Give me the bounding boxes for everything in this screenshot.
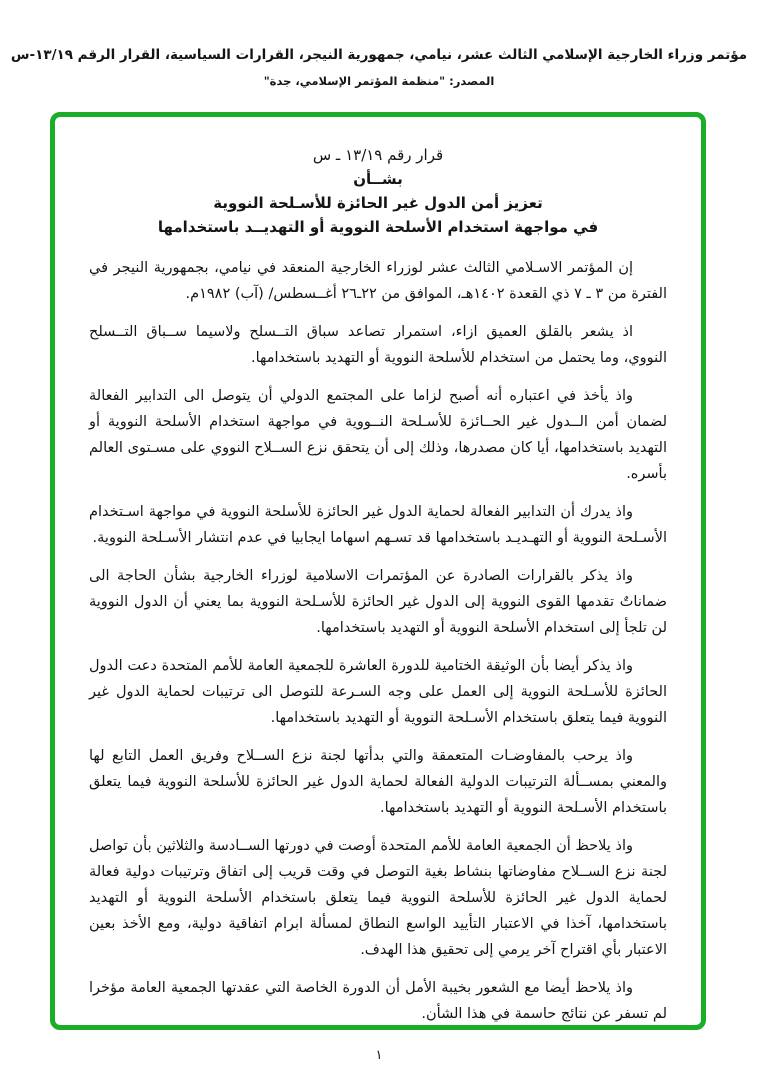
paragraph-recalling-resolutions: واذ يذكر بالقرارات الصادرة عن المؤتمرات الاسلامية لوزراء الخارجية بشأن الحاجة الى ضماناتٌ تقدمها القوى النووية إلى الدول غير الحائزة للأسـلحة النووية بما يعني أن الدول النووية لن تلجأ إلى استخدام الأسلحة النووية أو التهديد باستخدامها. [89, 568, 667, 636]
page-number: ١ [375, 1048, 383, 1063]
resolution-title-line-1: تعزيز أمن الدول غير الحائزة للأسـلحة النووية [213, 194, 543, 212]
paragraph-welcoming-negotiations: واذ يرحب بالمفاوضـات المتعمقة والتي بدأتها لجنة نزع الســلاح وفريق العمل التابع لها والمعني بمســألة الترتيبات الدولية الفعالة لحماية الدول غير الحائزة للأسلحة النووية فيما يتعلق باستخدام الأسـلحة النووية أو التهديد باستخدامها. [89, 748, 667, 816]
paragraph-deep-concern: اذ يشعر بالقلق العميق ازاء، استمرار تصاعد سباق التــسلح ولاسيما ســباق التــسلح النووي، وما يحتمل من استخدام للأسلحة النووية أو التهديد باستخدامها. [89, 324, 667, 366]
paragraph-noting-ga-recommendation: واذ يلاحظ أن الجمعية العامة للأمم المتحدة أوصت في دورتها الســادسة والثلاثين بأن تواصل لجنة نزع الســلاح مفاوضاتها بنشاط بغية التوصل في وقت قريب إلى اتفاق وترتيبات دولية فعالة لحماية الدول غير الحائزة للأسلحة النووية فيما يتعلق باستخدام الأسلحة النووية أو التهديد باستخدامها، آخذا في الاعتبار التأييد الواسع النطاق لمسألة ابرام اتفاقية دولية، ومع الأخذ بعين الاعتبار بأي اقتراح آخر يرمي إلى تحقيق هذا الهدف. [89, 838, 667, 958]
document-border-frame [50, 112, 706, 1030]
header-source-line: المصدر: "منظمة المؤتمر الإسلامي، جدة" [263, 74, 495, 88]
paragraph-noting-disappointment: واذ يلاحظ أيضا مع الشعور بخيبة الأمل أن الدورة الخاصة التي عقدتها الجمعية العامة مؤخرا لم تسفر عن نتائج حاسمة في هذا الشأن. [89, 980, 667, 1022]
paragraph-recalling-final-document: واذ يذكر أيضا بأن الوثيقة الختامية للدورة العاشرة للجمعية العامة للأمم المتحدة دعت الدول الحائزة للأسـلحة النووية إلى العمل على وجه السـرعة للتوصل الى ترتيبات لحماية الدول غير النووية فيما يتعلق باستخدام الأسـلحة النووية أو التهديد باستخدامها. [89, 658, 667, 726]
paragraph-preamble-session: إن المؤتمر الاسـلامي الثالث عشر لوزراء الخارجية المنعقد في نيامي، بجمهورية النيجر في الفترة من ٣ ـ ٧ ذي القعدة ١٤٠٢هـ، الموافق من ٢٢ـ٢٦ أغــسطس/ (آب) ١٩٨٢م. [89, 260, 667, 302]
resolution-title-line-2: في مواجهة استخدام الأسلحة النووية أو التهديــد باستخدامها [157, 218, 599, 236]
resolution-number-line: قرار رقم ١٣/١٩ ـ س [312, 146, 444, 164]
header-citation-line: مؤتمر وزراء الخارجية الإسلامي الثالث عشر، نيامي، جمهورية النيجر، القرارات السياسية، القرار الرقم ١٣/١٩-س [10, 47, 748, 63]
resolution-title-block [89, 143, 667, 239]
paragraph-taking-into-account: واذ يأخذ في اعتباره أنه أصبح لزاما على المجتمع الدولي أن يتوصل الى التدابير الفعالة لضمان أمن الــدول غير الحــائزة للأسـلحة النــووية في مواجهة استخدام الأسلحة النووية أو التهديد باستخدامها، أيا كان مصدرها، وذلك إلى أن يتحقق نزع الســلاح النووي على مسـتوى العالم بأسره. [89, 388, 667, 482]
document-header [0, 46, 758, 88]
paragraph-recognizing-measures: واذ يدرك أن التدابير الفعالة لحماية الدول غير الحائزة للأسلحة النووية في مواجهة اسـتخدام الأسـلحة النووية أو التهـديـد باستخدامها قد تسـهم اسهاما ايجابيا في عدم انتشار الأسـلحة النووية. [89, 504, 667, 546]
resolution-concerning-label: بشــأن [353, 170, 403, 188]
